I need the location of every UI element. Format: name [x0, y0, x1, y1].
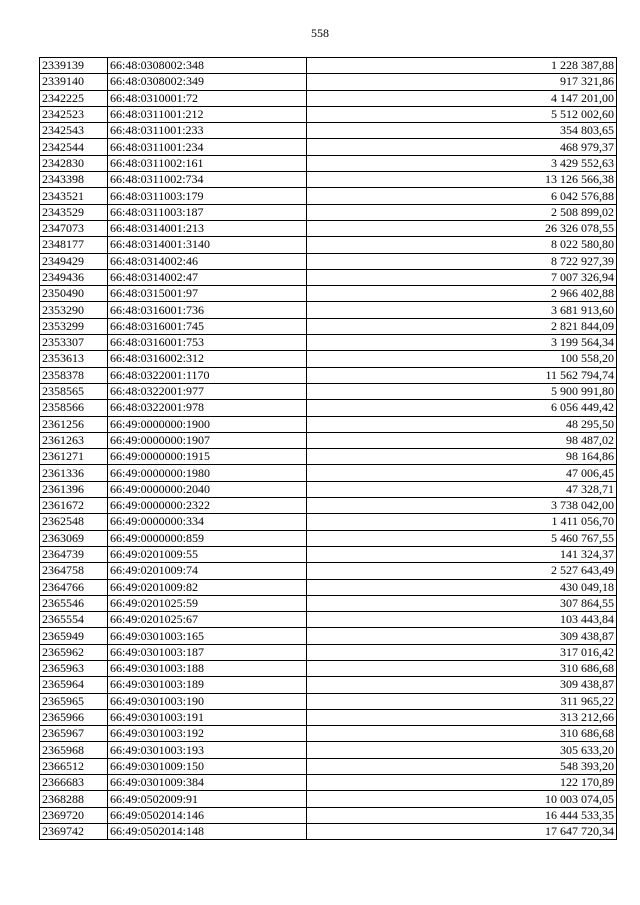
cadastral-value-cell: 122 170,89 [307, 775, 617, 791]
cadastral-number-cell: 66:49:0201009:74 [108, 563, 307, 579]
cadastral-number-cell: 66:48:0314002:46 [108, 253, 307, 269]
record-id-cell: 2343398 [40, 172, 108, 188]
record-id-cell: 2342225 [40, 90, 108, 106]
cadastral-number-cell: 66:49:0502014:146 [108, 807, 307, 823]
record-id-cell: 2361336 [40, 465, 108, 481]
table-row [40, 204, 617, 220]
cadastral-number-cell: 66:49:0000000:1907 [108, 432, 307, 448]
cadastral-number-cell: 66:48:0314001:3140 [108, 237, 307, 253]
table-row [40, 644, 617, 660]
cadastral-value-cell: 103 443,84 [307, 612, 617, 628]
cadastral-value-cell: 98 164,86 [307, 449, 617, 465]
cadastral-number-cell: 66:49:0301003:189 [108, 677, 307, 693]
cadastral-value-cell: 1 411 056,70 [307, 514, 617, 530]
table-row [40, 58, 617, 74]
cadastral-value-cell: 3 738 042,00 [307, 498, 617, 514]
record-id-cell: 2365554 [40, 612, 108, 628]
cadastral-number-cell: 66:49:0000000:1900 [108, 416, 307, 432]
table-row [40, 563, 617, 579]
cadastral-number-cell: 66:49:0502009:91 [108, 791, 307, 807]
cadastral-number-cell: 66:49:0201009:82 [108, 579, 307, 595]
cadastral-value-cell: 47 006,45 [307, 465, 617, 481]
cadastral-number-cell: 66:49:0201025:67 [108, 612, 307, 628]
record-id-cell: 2365965 [40, 693, 108, 709]
table-row [40, 155, 617, 171]
record-id-cell: 2365963 [40, 660, 108, 676]
cadastral-value-cell: 310 686,68 [307, 660, 617, 676]
cadastral-value-cell: 311 965,22 [307, 693, 617, 709]
cadastral-value-cell: 5 460 767,55 [307, 530, 617, 546]
table-row [40, 220, 617, 236]
cadastral-value-cell: 468 979,37 [307, 139, 617, 155]
record-id-cell: 2369720 [40, 807, 108, 823]
record-id-cell: 2365964 [40, 677, 108, 693]
cadastral-number-cell: 66:49:0301003:192 [108, 726, 307, 742]
cadastral-number-cell: 66:49:0301009:150 [108, 758, 307, 774]
record-id-cell: 2358566 [40, 400, 108, 416]
cadastral-number-cell: 66:48:0322001:1170 [108, 367, 307, 383]
cadastral-number-cell: 66:48:0311003:179 [108, 188, 307, 204]
cadastral-number-cell: 66:49:0000000:334 [108, 514, 307, 530]
record-id-cell: 2365949 [40, 628, 108, 644]
cadastral-number-cell: 66:48:0314001:213 [108, 220, 307, 236]
cadastral-value-table [39, 57, 617, 840]
cadastral-value-cell: 5 512 002,60 [307, 106, 617, 122]
cadastral-number-cell: 66:48:0308002:349 [108, 74, 307, 90]
table-row [40, 237, 617, 253]
cadastral-number-cell: 66:49:0301009:384 [108, 775, 307, 791]
cadastral-value-cell: 10 003 074,05 [307, 791, 617, 807]
record-id-cell: 2363069 [40, 530, 108, 546]
record-id-cell: 2353290 [40, 302, 108, 318]
cadastral-value-cell: 309 438,87 [307, 677, 617, 693]
cadastral-value-cell: 3 681 913,60 [307, 302, 617, 318]
record-id-cell: 2342523 [40, 106, 108, 122]
cadastral-number-cell: 66:48:0314002:47 [108, 269, 307, 285]
cadastral-number-cell: 66:48:0311002:161 [108, 155, 307, 171]
table-row [40, 693, 617, 709]
record-id-cell: 2361263 [40, 432, 108, 448]
record-id-cell: 2365966 [40, 709, 108, 725]
cadastral-value-cell: 5 900 991,80 [307, 383, 617, 399]
table-row [40, 807, 617, 823]
table-row [40, 823, 617, 839]
cadastral-number-cell: 66:48:0311001:234 [108, 139, 307, 155]
record-id-cell: 2361672 [40, 498, 108, 514]
cadastral-value-cell: 26 326 078,55 [307, 220, 617, 236]
cadastral-number-cell: 66:48:0322001:978 [108, 400, 307, 416]
cadastral-number-cell: 66:48:0316001:736 [108, 302, 307, 318]
cadastral-number-cell: 66:48:0316001:753 [108, 335, 307, 351]
cadastral-value-cell: 2 821 844,09 [307, 318, 617, 334]
table-row [40, 612, 617, 628]
cadastral-value-cell: 313 212,66 [307, 709, 617, 725]
table-row [40, 628, 617, 644]
table-row [40, 514, 617, 530]
cadastral-number-cell: 66:48:0310001:72 [108, 90, 307, 106]
cadastral-number-cell: 66:49:0301003:187 [108, 644, 307, 660]
cadastral-value-cell: 3 199 564,34 [307, 335, 617, 351]
record-id-cell: 2349436 [40, 269, 108, 285]
record-id-cell: 2342544 [40, 139, 108, 155]
record-id-cell: 2347073 [40, 220, 108, 236]
page-number: 558 [311, 26, 329, 40]
cadastral-number-cell: 66:49:0301003:193 [108, 742, 307, 758]
record-id-cell: 2366512 [40, 758, 108, 774]
cadastral-value-cell: 141 324,37 [307, 546, 617, 562]
cadastral-number-cell: 66:49:0201025:59 [108, 595, 307, 611]
cadastral-value-cell: 8 022 580,80 [307, 237, 617, 253]
cadastral-value-cell: 47 328,71 [307, 481, 617, 497]
cadastral-value-cell: 17 647 720,34 [307, 823, 617, 839]
cadastral-number-cell: 66:49:0502014:148 [108, 823, 307, 839]
cadastral-number-cell: 66:49:0000000:2040 [108, 481, 307, 497]
cadastral-value-cell: 309 438,87 [307, 628, 617, 644]
record-id-cell: 2365546 [40, 595, 108, 611]
record-id-cell: 2364739 [40, 546, 108, 562]
record-id-cell: 2362548 [40, 514, 108, 530]
record-id-cell: 2365967 [40, 726, 108, 742]
cadastral-value-cell: 317 016,42 [307, 644, 617, 660]
cadastral-value-cell: 305 633,20 [307, 742, 617, 758]
cadastral-number-cell: 66:48:0322001:977 [108, 383, 307, 399]
cadastral-value-cell: 13 126 566,38 [307, 172, 617, 188]
record-id-cell: 2353299 [40, 318, 108, 334]
cadastral-number-cell: 66:48:0316002:312 [108, 351, 307, 367]
table-row [40, 367, 617, 383]
record-id-cell: 2369742 [40, 823, 108, 839]
table-row [40, 775, 617, 791]
table-row [40, 106, 617, 122]
record-id-cell: 2361271 [40, 449, 108, 465]
table-row [40, 709, 617, 725]
table-row [40, 318, 617, 334]
table-row [40, 253, 617, 269]
cadastral-value-cell: 2 966 402,88 [307, 286, 617, 302]
cadastral-value-cell: 48 295,50 [307, 416, 617, 432]
table-row [40, 498, 617, 514]
cadastral-value-cell: 7 007 326,94 [307, 269, 617, 285]
cadastral-number-cell: 66:49:0201009:55 [108, 546, 307, 562]
table-row [40, 726, 617, 742]
table-row [40, 481, 617, 497]
cadastral-number-cell: 66:49:0301003:191 [108, 709, 307, 725]
record-id-cell: 2361256 [40, 416, 108, 432]
table-row [40, 742, 617, 758]
cadastral-number-cell: 66:49:0301003:190 [108, 693, 307, 709]
table-row [40, 335, 617, 351]
record-id-cell: 2349429 [40, 253, 108, 269]
record-id-cell: 2358378 [40, 367, 108, 383]
table-row [40, 123, 617, 139]
record-id-cell: 2361396 [40, 481, 108, 497]
cadastral-number-cell: 66:48:0308002:348 [108, 58, 307, 74]
cadastral-number-cell: 66:49:0301003:188 [108, 660, 307, 676]
table-row [40, 791, 617, 807]
cadastral-number-cell: 66:48:0311002:734 [108, 172, 307, 188]
record-id-cell: 2339140 [40, 74, 108, 90]
table-row [40, 677, 617, 693]
cadastral-number-cell: 66:49:0000000:1915 [108, 449, 307, 465]
cadastral-value-cell: 354 803,65 [307, 123, 617, 139]
cadastral-value-cell: 430 049,18 [307, 579, 617, 595]
cadastral-value-cell: 11 562 794,74 [307, 367, 617, 383]
cadastral-number-cell: 66:48:0311001:233 [108, 123, 307, 139]
cadastral-value-cell: 1 228 387,88 [307, 58, 617, 74]
table-row [40, 302, 617, 318]
record-id-cell: 2368288 [40, 791, 108, 807]
table-row [40, 530, 617, 546]
cadastral-value-cell: 917 321,86 [307, 74, 617, 90]
cadastral-value-cell: 100 558,20 [307, 351, 617, 367]
table-row [40, 579, 617, 595]
table-row [40, 416, 617, 432]
record-id-cell: 2358565 [40, 383, 108, 399]
cadastral-number-cell: 66:48:0311003:187 [108, 204, 307, 220]
record-id-cell: 2342543 [40, 123, 108, 139]
table-row [40, 286, 617, 302]
record-id-cell: 2339139 [40, 58, 108, 74]
record-id-cell: 2364766 [40, 579, 108, 595]
table-row [40, 383, 617, 399]
table-row [40, 172, 617, 188]
record-id-cell: 2353307 [40, 335, 108, 351]
record-id-cell: 2364758 [40, 563, 108, 579]
record-id-cell: 2350490 [40, 286, 108, 302]
table-row [40, 546, 617, 562]
record-id-cell: 2348177 [40, 237, 108, 253]
cadastral-value-cell: 2 527 643,49 [307, 563, 617, 579]
table-row [40, 269, 617, 285]
cadastral-number-cell: 66:49:0301003:165 [108, 628, 307, 644]
table-row [40, 139, 617, 155]
cadastral-value-cell: 98 487,02 [307, 432, 617, 448]
record-id-cell: 2342830 [40, 155, 108, 171]
table-body [40, 58, 617, 840]
cadastral-value-cell: 2 508 899,02 [307, 204, 617, 220]
table-row [40, 400, 617, 416]
table-row [40, 465, 617, 481]
table-row [40, 595, 617, 611]
record-id-cell: 2353613 [40, 351, 108, 367]
cadastral-value-cell: 16 444 533,35 [307, 807, 617, 823]
table-row [40, 188, 617, 204]
table-row [40, 74, 617, 90]
cadastral-number-cell: 66:48:0311001:212 [108, 106, 307, 122]
record-id-cell: 2365962 [40, 644, 108, 660]
cadastral-value-cell: 6 056 449,42 [307, 400, 617, 416]
table-row [40, 758, 617, 774]
table-row [40, 351, 617, 367]
cadastral-value-cell: 3 429 552,63 [307, 155, 617, 171]
cadastral-number-cell: 66:49:0000000:859 [108, 530, 307, 546]
record-id-cell: 2343521 [40, 188, 108, 204]
cadastral-value-cell: 548 393,20 [307, 758, 617, 774]
table-row [40, 90, 617, 106]
cadastral-value-cell: 310 686,68 [307, 726, 617, 742]
record-id-cell: 2365968 [40, 742, 108, 758]
record-id-cell: 2343529 [40, 204, 108, 220]
table-row [40, 449, 617, 465]
cadastral-value-cell: 8 722 927,39 [307, 253, 617, 269]
cadastral-number-cell: 66:48:0316001:745 [108, 318, 307, 334]
table-row [40, 432, 617, 448]
cadastral-value-cell: 307 864,55 [307, 595, 617, 611]
cadastral-value-cell: 4 147 201,00 [307, 90, 617, 106]
cadastral-number-cell: 66:48:0315001:97 [108, 286, 307, 302]
table-row [40, 660, 617, 676]
cadastral-value-cell: 6 042 576,88 [307, 188, 617, 204]
cadastral-number-cell: 66:49:0000000:1980 [108, 465, 307, 481]
cadastral-number-cell: 66:49:0000000:2322 [108, 498, 307, 514]
record-id-cell: 2366683 [40, 775, 108, 791]
